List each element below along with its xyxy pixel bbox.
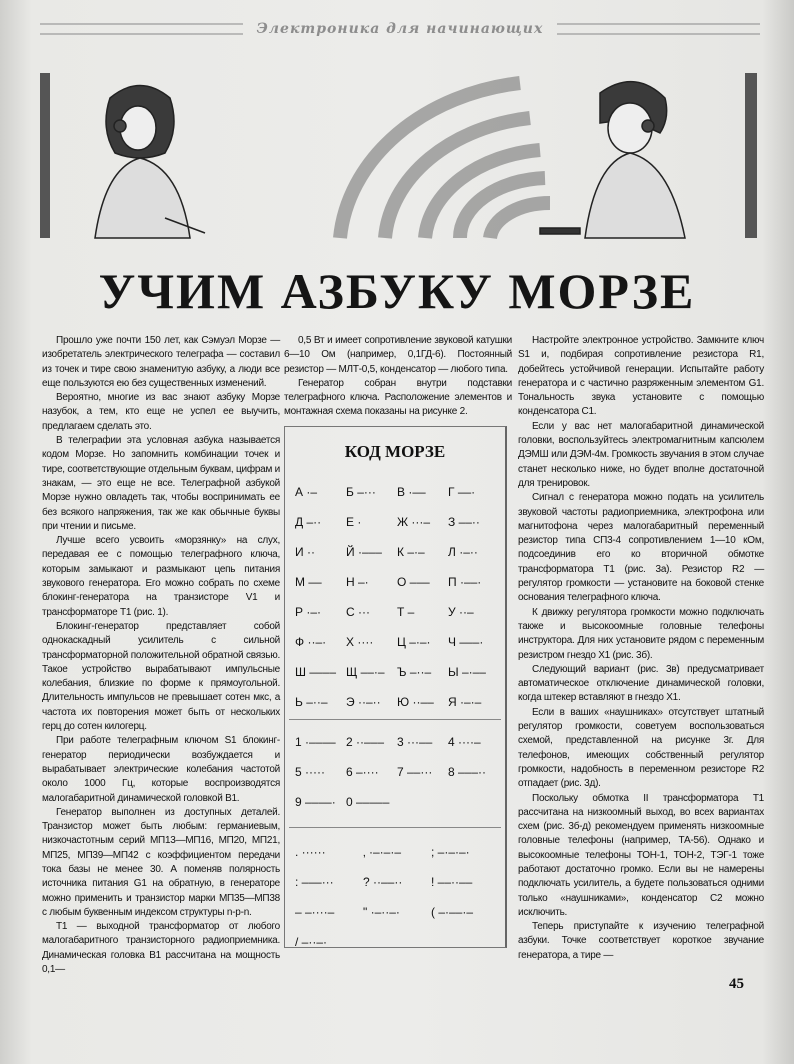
- letter-code: З ––··: [448, 514, 480, 529]
- sign-code: . ······: [295, 844, 326, 859]
- letter-code: М ––: [295, 574, 322, 589]
- paragraph: Блокинг-генератор представляет собой однокаскадный усилитель с сильной трансформаторной положительной обратной связью. Такое устройство вырабатывают импульсные колебания, близкие по форме к прямоугольной. Длительность импульсов не превышает сотен мкс, а частота их повторения может быть от нескольких герц до сотен килогерц.: [42, 620, 280, 733]
- paragraph: Лучше всего усвоить «морзянку» на слух, передавая ее с помощью телеграфного ключа, которым замыкают и размыкают цепь питания звукового генератора. Его можно собрать по схеме блокинг-генератора на транзисторе V1 и трансформаторе T1 (рис. 1).: [42, 535, 280, 618]
- digit-code: 9 ––––·: [295, 794, 336, 809]
- letter-code: Я ·–·–: [448, 694, 482, 709]
- letter-code: В ·––: [397, 484, 426, 499]
- text-column-3: [518, 334, 764, 991]
- telegraph-key: [540, 228, 580, 234]
- text-column-1: [42, 334, 280, 977]
- letter-code: Т –: [397, 604, 415, 619]
- paragraph: К движку регулятора громкости можно подключать также и высокоомные головные телефоны инструктора. Для них установите рядом с переменным резистром гнездо X1 (рис. 3б).: [518, 606, 764, 661]
- sign-code: ( –·––·–: [431, 904, 474, 919]
- section-header: [40, 18, 760, 40]
- letter-code: Л ·–··: [448, 544, 478, 559]
- letters-grid: [295, 485, 499, 709]
- letter-code: К –·–: [397, 544, 425, 559]
- letter-code: Й ·–––: [346, 544, 382, 559]
- divider: [289, 827, 501, 828]
- letter-code: И ··: [295, 544, 315, 559]
- letter-code: П ·––·: [448, 574, 482, 589]
- letter-code: С ···: [346, 604, 370, 619]
- digit-code: 7 ––···: [397, 764, 433, 779]
- paragraph: 0,5 Вт и имеет сопротивление звуковой катушки 6—10 Ом (например, 0,1ГД-6). Постоянный резистор — МЛТ-0,5, конденсатор — любого типа.: [284, 335, 512, 375]
- sign-code: ! ––··––: [431, 874, 473, 889]
- text-column-2: [284, 334, 512, 948]
- letter-code: Ъ –··–: [397, 664, 432, 679]
- paragraph: Если у вас нет малогабаритной динамической головки, воспользуйтесь электромагнитным капсюлем ДЭМШ или ДЭМ-4м. Громкость звучания в этом случае станет несколько ниже, но будет вполне достаточной для тренировок.: [518, 420, 764, 489]
- header-rule-left: [40, 23, 243, 35]
- sign-code: ‚ ·–·–·–: [363, 844, 402, 859]
- digit-code: 4 ····–: [448, 734, 481, 749]
- morse-table-title: КОД МОРЗЕ: [344, 441, 446, 461]
- paragraph: Если в ваших «наушниках» отсутствует штатный регулятор громкости, советуем воспользоваться схемой, представленной на рисунке 3г. Для телефонов, имеющих собственный регулятор громкости, надобность в переменном резисторе R2 отпадает (рис. 3д).: [518, 706, 764, 790]
- letter-code: Ю ··––: [397, 694, 434, 709]
- paragraph: Вероятно, многие из вас знают азбуку Морзе назубок, а тем, кто еще не успел ее выучить, предлагаем сделать это.: [42, 392, 280, 432]
- letter-code: О –––: [397, 574, 430, 589]
- letter-code: У ··–: [448, 604, 474, 619]
- digit-code: 3 ···––: [397, 734, 433, 749]
- letter-code: Б –···: [346, 484, 376, 499]
- paragraph: Генератор выполнен из доступных деталей. Транзистор может быть любым: германиевым, низкочастотным серий МП13—МП16, МП20, МП21, МП25, МП39—МП42 с коэффициентом передачи тока базы не менее 30. А поменяв полярность источника питания G1 на обратную, в генераторе можно применить и транзистор марки МП35—МП38 с любым буквенным индексом структуры n-p-n.: [42, 806, 280, 918]
- letter-code: Ы –·––: [448, 664, 486, 679]
- letter-code: Ч –––·: [448, 634, 484, 649]
- letter-code: Р ·–·: [295, 604, 322, 619]
- article-title: УЧИМ АЗБУКУ МОРЗЕ: [98, 263, 696, 319]
- left-bar-decoration: [40, 73, 50, 238]
- sound-waves-graphic: [340, 83, 550, 238]
- paragraph: T1 — выходной трансформатор от любого малогабаритного транзисторного радиоприемника. Динамическая головка B1 рассчитана на мощность 0,1—: [42, 921, 280, 976]
- header-rule-right: [557, 23, 760, 35]
- sign-code: ? ··––··: [363, 874, 403, 889]
- paragraph: Поскольку обмотка II трансформатора T1 рассчитана на низкоомный выход, во всех вариантах схем (рис. 3б-д) рекомендуем применять низкоомные головные телефоны (например, ТА-56). Однако и высокоомные телефоны ТОН-1, ТОН-2, ТЭГ-1 тоже работают достаточно громко. Если вы не намерены подключать усилитель, а будете пользоваться одними только «наушниками», конденсатор C2 можно исключить.: [518, 792, 764, 918]
- letter-code: Ц –·–·: [397, 634, 431, 649]
- letter-code: Щ ––·–: [346, 664, 385, 679]
- letter-code: А ·–: [295, 484, 318, 499]
- sign-code: / –··–·: [295, 934, 328, 949]
- digit-code: 6 –····: [346, 764, 379, 779]
- page-number: 45: [729, 976, 744, 993]
- paragraph: Следующий вариант (рис. 3в) предусматривает автоматическое отключение динамической головки, когда штекер вставляют в гнездо X1.: [518, 663, 764, 704]
- letter-code: Х ····: [346, 634, 374, 649]
- sign-code: : –––···: [295, 874, 334, 889]
- digits-grid: [295, 735, 499, 809]
- paragraph: Настройте электронное устройство. Замкните ключ S1 и, подбирая сопротивление резистора R1, добейтесь устойчивой генерации. Испытайте работу генератора и с частично разряженным элементом G1. Тональность звука установите с помощью конденсатора C1.: [518, 335, 764, 418]
- digit-code: 1 ·––––: [295, 734, 336, 749]
- digit-code: 5 ·····: [295, 764, 325, 779]
- paragraph: Прошло уже почти 150 лет, как Сэмуэл Морзе — изобретатель электрического телеграфа — составил из точек и тире свою знаменитую азбуку, а люди все еще пользуются ею без существенных изменений.: [42, 335, 280, 389]
- paragraph: Сигнал с генератора можно подать на усилитель звуковой частоты радиоприемника, электрофона или магнитофона через малогабаритный переменный резистор типа СП3-4 сопротивлением 1—10 кОм, подсоединив его ко вторичной обмотке трансформатора T1 (рис. 3а). Резистор R2 — регулятор громкости — установите на боковой стенке основания телеграфного ключа.: [518, 492, 764, 604]
- right-bar-decoration: [745, 73, 757, 238]
- letter-code: Ж ···–: [397, 514, 431, 529]
- signs-grid: [295, 845, 499, 949]
- letter-code: Ш ––––: [295, 664, 337, 679]
- sign-code: – –····–: [295, 904, 335, 919]
- boy-figure: [540, 82, 685, 238]
- sign-code: " ·–··–·: [363, 904, 400, 919]
- illustration-morse-operators: [40, 58, 760, 248]
- letter-code: Э ··–··: [346, 694, 381, 709]
- morse-code-table: [284, 426, 507, 948]
- sign-code: ; –·–·–·: [431, 844, 470, 859]
- paragraph: В телеграфии эта условная азбука называется кодом Морзе. Но запомнить комбинации точек и тире, соответствующие отдельным буквам, цифрам и знакам, — это еще не все. Телеграфной азбукой Морзе нужно овладеть так, чтобы воспринимать ее без всякого напряжения, так же как обычные буквы при чтении и письме.: [42, 435, 280, 532]
- paragraph: Генератор собран внутри подставки телеграфного ключа. Расположение элементов и монтажная схема показаны на рисунке 2.: [284, 377, 512, 418]
- paragraph: Теперь приступайте к изучению телеграфной азбуки. Точке соответствует короткое звучание генератора, а тире —: [518, 921, 764, 961]
- letter-code: Ь –··–: [295, 694, 328, 709]
- letter-code: Г ––·: [448, 484, 476, 499]
- section-label: Электроника для начинающих: [256, 21, 544, 37]
- paragraph: При работе телеграфным ключом S1 блокинг-генератор периодически возбуждается и вырабатывает электрические колебания частотой около 1000 Гц, которые воспроизводятся малогабаритной динамической головкой B1.: [42, 735, 280, 804]
- letter-code: Д –··: [295, 514, 322, 529]
- digit-code: 0 –––––: [346, 794, 390, 809]
- letter-code: Ф ··–·: [295, 634, 327, 649]
- girl-figure: [95, 86, 205, 239]
- divider: [289, 719, 501, 720]
- digit-code: 8 –––··: [448, 764, 487, 779]
- letter-code: Е ·: [346, 514, 362, 529]
- digit-code: 2 ··–––: [346, 734, 385, 749]
- letter-code: Н –·: [346, 574, 369, 589]
